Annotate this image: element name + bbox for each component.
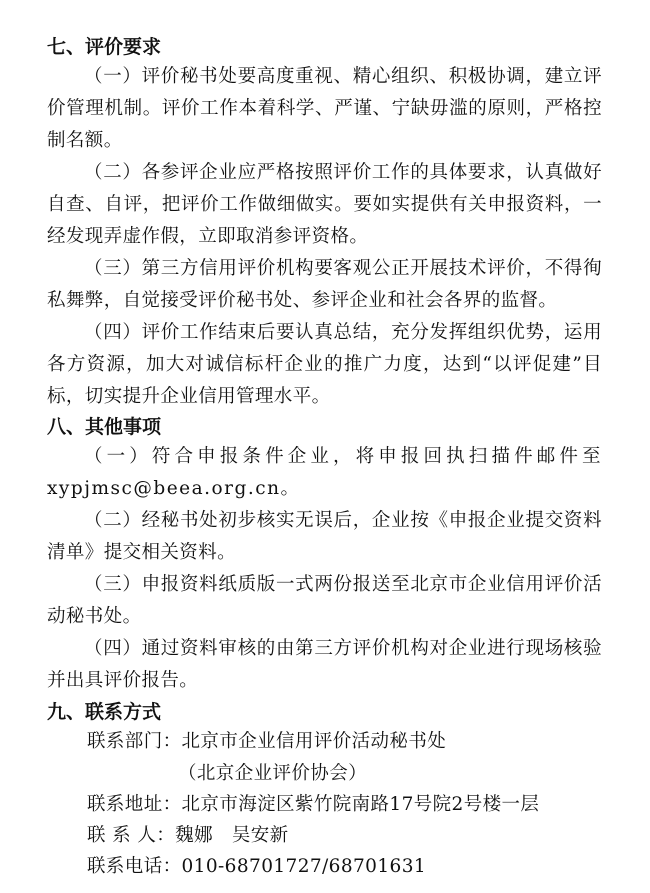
section-8-paragraph-2: （二）经秘书处初步核实无误后，企业按《申报企业提交资料清单》提交相关资料。 (47, 510, 602, 563)
section-8-paragraph-3: （三）申报资料纸质版一式两份报送至北京市企业信用评价活动秘书处。 (47, 574, 602, 627)
contact-department-sub: （北京企业评价协会） (178, 763, 368, 784)
contact-person-row (87, 822, 289, 850)
contact-person-value: 魏娜 吴安新 (175, 825, 289, 846)
section-7-paragraph-2: （二）各参评企业应严格按照评价工作的具体要求，认真做好自查、自评，把评价工作做细做实。要如实提供有关申报资料，一经发现弄虚作假，立即取消参评资格。 (47, 162, 602, 247)
contact-address-value: 北京市海淀区紫竹院南路17号院2号楼一层 (181, 794, 540, 815)
section-7-paragraph-3: （三）第三方信用评价机构要客观公正开展技术评价，不得徇私舞弊，自觉接受评价秘书处、参评企业和社会各界的监督。 (47, 258, 602, 311)
section-8-paragraph-1: （一）符合申报条件企业，将申报回执扫描件邮件至xypjmsc@beea.org.cn。 (47, 446, 602, 499)
contact-phone-label: 联系电话： (87, 856, 182, 877)
section-7-heading: 七、评价要求 (47, 36, 162, 58)
section-8-heading: 八、其他事项 (47, 416, 162, 438)
contact-phone-row (87, 853, 426, 881)
contact-person-label: 联 系 人： (87, 825, 176, 846)
contact-department-label: 联系部门： (87, 731, 182, 752)
section-8-paragraph-4: （四）通过资料审核的由第三方评价机构对企业进行现场核验并出具评价报告。 (47, 638, 602, 691)
section-9-heading: 九、联系方式 (47, 701, 162, 723)
contact-department-value: 北京市企业信用评价活动秘书处 (181, 731, 447, 752)
contact-address-label: 联系地址： (87, 794, 182, 815)
contact-address-row (87, 791, 539, 819)
section-7-paragraph-1: （一）评价秘书处要高度重视、精心组织、积极协调，建立评价管理机制。评价工作本着科学、严谨、宁缺毋滥的原则，严格控制名额。 (47, 66, 602, 151)
contact-phone-value: 010-68701727/68701631 (181, 856, 427, 877)
contact-department-row (87, 728, 446, 756)
section-7-paragraph-4: （四）评价工作结束后要认真总结，充分发挥组织优势，运用各方资源，加大对诚信标杆企业的推广力度，达到“以评促建”目标，切实提升企业信用管理水平。 (47, 322, 602, 407)
